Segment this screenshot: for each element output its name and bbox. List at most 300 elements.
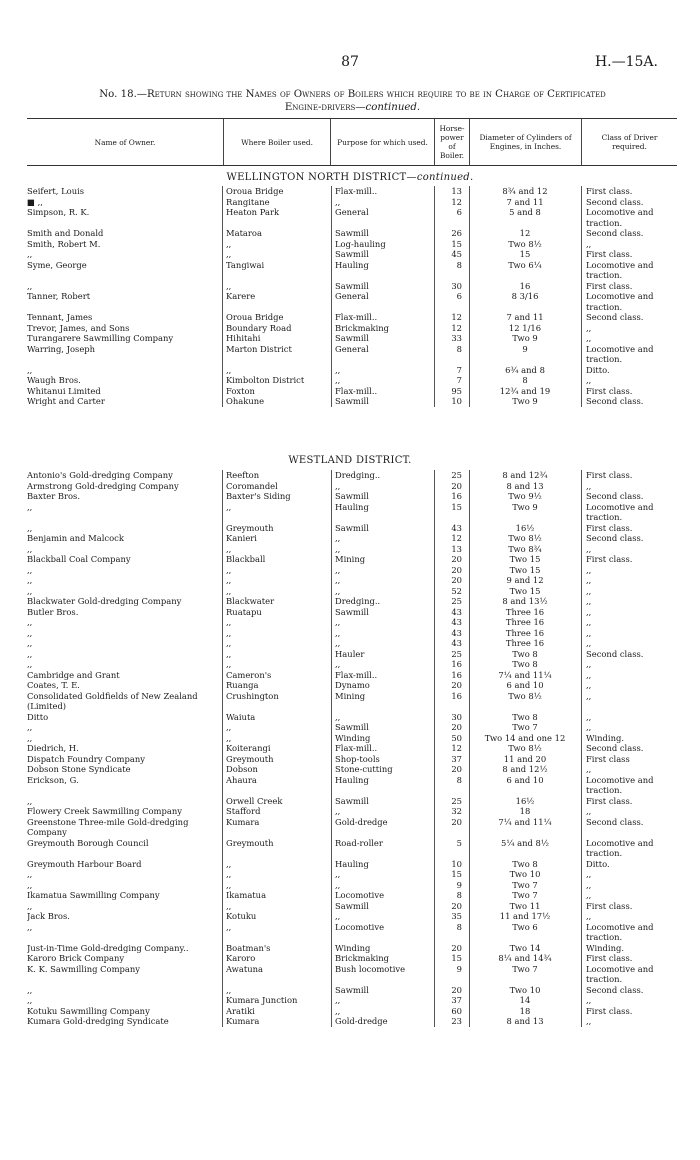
class-cell: ,, <box>586 764 592 774</box>
purpose-cell: Sawmill <box>335 491 369 501</box>
horsepower-cell: 45 <box>451 249 462 259</box>
where-cell: Kotuku <box>226 911 257 921</box>
class-cell: traction. <box>586 354 623 364</box>
table-row <box>0 859 700 870</box>
purpose-cell: General <box>335 291 369 301</box>
class-cell: Second class. <box>586 648 644 659</box>
owner-cell: ,, <box>27 984 33 995</box>
diameter-cell: 11 and 17½ <box>499 911 551 921</box>
owner-cell: Cambridge and Grant <box>27 669 120 680</box>
class-cell: First class. <box>586 795 633 806</box>
where-cell: ,, <box>226 249 232 259</box>
horsepower-cell: 43 <box>451 617 462 627</box>
page-number: 87 <box>341 54 359 70</box>
where-cell: Boundary Road <box>226 322 292 333</box>
where-cell: ,, <box>226 732 232 743</box>
class-cell: First class. <box>586 280 633 291</box>
horsepower-cell: 12 <box>451 312 462 322</box>
table-row <box>0 502 700 513</box>
class-cell: traction. <box>586 932 623 942</box>
class-cell: ,, <box>586 659 592 669</box>
class-cell: First class. <box>586 953 633 963</box>
where-cell: Crushington <box>226 690 279 701</box>
owner-cell: ,, <box>27 879 33 890</box>
diameter-cell: 8 and 13 <box>506 1016 544 1026</box>
diameter-cell: Two 9 <box>512 333 538 343</box>
horsepower-cell: 5 <box>456 837 462 848</box>
owner-cell: ,, <box>27 921 33 932</box>
owner-cell: ,, <box>27 617 33 627</box>
purpose-cell: Mining <box>335 554 366 564</box>
horsepower-cell: 16 <box>451 659 462 669</box>
where-cell: ,, <box>226 984 232 995</box>
class-cell: Locomotive and <box>586 501 654 512</box>
class-cell: Ditto. <box>586 364 610 375</box>
table-row <box>0 764 700 775</box>
purpose-cell: ,, <box>335 585 341 596</box>
horsepower-cell: 16 <box>451 491 462 501</box>
owner-cell: ,, <box>27 648 33 659</box>
class-cell: ,, <box>586 596 592 606</box>
horsepower-cell: 37 <box>451 753 462 764</box>
table-row <box>0 575 700 586</box>
class-cell: Second class. <box>586 816 644 827</box>
purpose-cell: Locomotive <box>335 890 385 900</box>
diameter-cell: 5 and 8 <box>509 207 541 217</box>
westland-rows <box>0 470 700 1027</box>
table-row <box>0 565 700 576</box>
class-cell: ,, <box>586 690 592 701</box>
document-reference: H.—15A. <box>594 54 658 70</box>
table-row <box>0 691 700 702</box>
class-cell: ,, <box>586 638 592 648</box>
owner-cell: Blackwater Gold-dredging Company <box>27 596 182 606</box>
owner-cell: Jack Bros. <box>27 911 70 921</box>
table-row <box>0 312 700 323</box>
owner-cell: Coates, T. E. <box>27 680 80 690</box>
owner-cell: ,, <box>27 869 33 879</box>
where-cell: Karoro <box>226 953 256 963</box>
diameter-cell: 8¼ and 14¾ <box>498 953 552 963</box>
purpose-cell: Sawmill <box>335 795 369 806</box>
where-cell: Awatuna <box>226 963 263 974</box>
col-header-owner: Name of Owner. <box>94 137 156 147</box>
horsepower-cell: 13 <box>451 543 462 554</box>
table-row <box>0 523 700 534</box>
owner-cell: Consolidated Goldfields of New Zealand <box>27 690 198 701</box>
owner-cell: ,, <box>27 638 33 648</box>
table-title <box>30 88 675 114</box>
where-cell: Ruatapu <box>226 606 262 617</box>
table-row <box>0 932 700 943</box>
purpose-cell: ,, <box>335 995 341 1005</box>
purpose-cell: ,, <box>335 869 341 879</box>
class-cell: ,, <box>586 375 592 385</box>
purpose-cell: Brickmaking <box>335 322 390 333</box>
purpose-cell: Hauling <box>335 259 369 270</box>
where-cell: Mataroa <box>226 228 262 238</box>
where-cell: Kanieri <box>226 533 257 543</box>
class-cell: Second class. <box>586 396 644 406</box>
horsepower-cell: 8 <box>456 259 462 270</box>
diameter-cell: Two 8½ <box>508 533 542 543</box>
where-cell: ,, <box>226 900 232 911</box>
district-continued: —continued. <box>406 172 474 183</box>
owner-cell: Greymouth Harbour Board <box>27 858 142 869</box>
diameter-cell: 7 and 11 <box>506 196 544 207</box>
horsepower-cell: 30 <box>451 280 462 291</box>
owner-cell: Tennant, James <box>27 312 93 322</box>
horsepower-cell: 52 <box>451 585 462 596</box>
diameter-cell: Two 7 <box>512 890 538 900</box>
class-cell: ,, <box>586 722 592 732</box>
where-cell: ,, <box>226 858 232 869</box>
owner-cell: ,, <box>27 280 33 291</box>
where-cell: Waiuta <box>226 711 256 722</box>
diameter-cell: Two 10 <box>509 869 541 879</box>
horsepower-cell: 20 <box>451 564 462 575</box>
horsepower-cell: 60 <box>451 1005 462 1016</box>
table-row <box>0 607 700 618</box>
owner-cell: Trevor, James, and Sons <box>27 322 130 333</box>
column-rule <box>581 470 582 1027</box>
owner-cell: ,, <box>27 501 33 512</box>
col-header-hp: Horse-power of Boiler. <box>434 119 469 165</box>
where-cell: Ahaura <box>226 774 257 785</box>
owner-cell: ■ ,, <box>27 196 43 207</box>
horsepower-cell: 35 <box>451 911 462 921</box>
purpose-cell: Sawmill <box>335 396 369 406</box>
diameter-cell: 15 <box>519 249 531 259</box>
where-cell: Baxter's Siding <box>226 491 291 501</box>
district-title-westland <box>0 455 700 466</box>
diameter-cell: Three 16 <box>505 606 545 617</box>
table-row <box>0 701 700 712</box>
where-cell: Foxton <box>226 385 255 396</box>
table-row <box>0 985 700 996</box>
column-rule <box>434 470 435 1027</box>
purpose-cell: Log-hauling <box>335 238 386 249</box>
horsepower-cell: 20 <box>451 764 462 774</box>
where-cell: Tangiwai <box>226 259 265 270</box>
owner-cell: Seifert, Louis <box>27 186 85 196</box>
owner-cell: Warring, Joseph <box>27 343 96 354</box>
class-cell: First class. <box>586 385 633 396</box>
owner-cell: ,, <box>27 732 33 743</box>
purpose-cell: ,, <box>335 711 341 722</box>
purpose-cell: Brickmaking <box>335 953 390 963</box>
class-cell: Ditto. <box>586 858 610 869</box>
title-continued: —continued. <box>355 102 421 113</box>
class-cell: traction. <box>586 785 623 795</box>
purpose-cell: ,, <box>335 806 341 816</box>
table-row <box>0 1006 700 1017</box>
where-cell: Stafford <box>226 806 261 816</box>
table-row <box>0 628 700 639</box>
table-row <box>0 712 700 723</box>
table-row <box>0 617 700 628</box>
district-title-wellington <box>0 172 700 183</box>
owner-cell: ,, <box>27 522 33 533</box>
where-cell: Rangitane <box>226 196 270 207</box>
table-row <box>0 491 700 502</box>
horsepower-cell: 20 <box>451 900 462 911</box>
owner-cell: ,, <box>27 900 33 911</box>
purpose-cell: Gold-dredge <box>335 816 388 827</box>
where-cell: ,, <box>226 617 232 627</box>
where-cell: Oroua Bridge <box>226 186 284 196</box>
diameter-cell: 8 3/16 <box>511 291 539 301</box>
purpose-cell: ,, <box>335 638 341 648</box>
purpose-cell: Mining <box>335 690 366 701</box>
where-cell: ,, <box>226 648 232 659</box>
owner-cell: ,, <box>27 722 33 732</box>
where-cell: Kumara Junction <box>226 995 298 1005</box>
where-cell: Karere <box>226 291 256 301</box>
class-cell: Second class. <box>586 743 644 753</box>
horsepower-cell: 32 <box>451 806 462 816</box>
diameter-cell: 8 and 12¾ <box>502 470 548 480</box>
table-row <box>0 386 700 397</box>
class-cell: ,, <box>586 806 592 816</box>
class-cell: Second class. <box>586 312 644 322</box>
purpose-cell: Road-roller <box>335 837 383 848</box>
diameter-cell: 8 <box>522 375 528 385</box>
horsepower-cell: 8 <box>456 774 462 785</box>
table-row <box>0 911 700 922</box>
purpose-cell: ,, <box>335 196 341 207</box>
horsepower-cell: 25 <box>451 795 462 806</box>
table-row <box>0 596 700 607</box>
table-row <box>0 375 700 386</box>
purpose-cell: ,, <box>335 575 341 585</box>
class-cell: Winding. <box>586 942 624 953</box>
purpose-cell: Sawmill <box>335 333 369 343</box>
horsepower-cell: 10 <box>451 396 462 406</box>
horsepower-cell: 8 <box>456 890 462 900</box>
table-row <box>0 354 700 365</box>
horsepower-cell: 20 <box>451 575 462 585</box>
title-line-2: Engine-drivers <box>284 102 356 113</box>
purpose-cell: Dynamo <box>335 680 370 690</box>
owner-cell: Simpson, R. K. <box>27 207 90 217</box>
table-row <box>0 281 700 292</box>
class-cell: First class. <box>586 186 633 196</box>
owner-cell: ,, <box>27 659 33 669</box>
where-cell: Kumara <box>226 816 260 827</box>
table-row <box>0 848 700 859</box>
diameter-cell: 9 and 12 <box>506 575 544 585</box>
class-cell: Locomotive and <box>586 837 654 848</box>
class-cell: ,, <box>586 606 592 617</box>
diameter-cell: Two 8½ <box>508 743 542 753</box>
table-row <box>0 218 700 229</box>
owner-cell: ,, <box>27 585 33 596</box>
owner-cell: Greenstone Three-mile Gold-dredging <box>27 816 189 827</box>
where-cell: ,, <box>226 564 232 575</box>
diameter-cell: Two 9 <box>512 501 538 512</box>
horsepower-cell: 12 <box>451 743 462 753</box>
class-cell: Locomotive and <box>586 963 654 974</box>
class-cell: ,, <box>586 995 592 1005</box>
table-row <box>0 754 700 765</box>
diameter-cell: Two 15 <box>509 585 541 596</box>
table-row <box>0 890 700 901</box>
owner-cell: Waugh Bros. <box>27 375 81 385</box>
purpose-cell: Sawmill <box>335 722 369 732</box>
table-row <box>0 670 700 681</box>
class-cell: ,, <box>586 585 592 596</box>
diameter-cell: 9 <box>522 343 528 354</box>
horsepower-cell: 10 <box>451 858 462 869</box>
owner-cell: Dispatch Foundry Company <box>27 753 145 764</box>
class-cell: Locomotive and <box>586 207 654 217</box>
table-row <box>0 239 700 250</box>
title-prefix: No. 18.— <box>99 89 147 100</box>
where-cell: Blackball <box>226 554 266 564</box>
diameter-cell: Two 8 <box>512 659 538 669</box>
col-header-purpose: Purpose for which used. <box>330 119 434 165</box>
horsepower-cell: 50 <box>451 732 462 743</box>
purpose-cell: ,, <box>335 543 341 554</box>
table-row <box>0 470 700 481</box>
owner-cell: ,, <box>27 564 33 575</box>
horsepower-cell: 25 <box>451 648 462 659</box>
purpose-cell: Hauling <box>335 501 369 512</box>
purpose-cell: Sawmill <box>335 249 369 259</box>
owner-cell: Butler Bros. <box>27 606 79 617</box>
where-cell: ,, <box>226 879 232 890</box>
purpose-cell: Sawmill <box>335 606 369 617</box>
class-cell: Locomotive and <box>586 291 654 301</box>
purpose-cell: Dredging.. <box>335 470 381 480</box>
purpose-cell: Hauling <box>335 858 369 869</box>
horsepower-cell: 12 <box>451 322 462 333</box>
owner-cell: Turangarere Sawmilling Company <box>27 333 174 343</box>
horsepower-cell: 20 <box>451 942 462 953</box>
table-row <box>0 785 700 796</box>
owner-cell: Kotuku Sawmilling Company <box>27 1005 150 1016</box>
class-cell: Second class. <box>586 984 644 995</box>
horsepower-cell: 16 <box>451 669 462 680</box>
column-rule <box>469 470 470 1027</box>
class-cell: ,, <box>586 564 592 575</box>
owner-cell: Whitanui Limited <box>27 385 101 396</box>
owner-cell: K. K. Sawmilling Company <box>27 963 141 974</box>
horsepower-cell: 33 <box>451 333 462 343</box>
diameter-cell: Two 8½ <box>508 238 542 249</box>
horsepower-cell: 9 <box>456 879 462 890</box>
horsepower-cell: 9 <box>456 963 462 974</box>
table-row <box>0 228 700 239</box>
owner-cell: ,, <box>27 575 33 585</box>
column-rule <box>331 470 332 1027</box>
purpose-cell: ,, <box>335 617 341 627</box>
column-rule <box>581 186 582 407</box>
horsepower-cell: 13 <box>451 186 462 196</box>
class-cell: First class. <box>586 522 633 533</box>
purpose-cell: Sawmill <box>335 984 369 995</box>
col-header-class: Class of Driver required. <box>581 119 677 165</box>
class-cell: First class. <box>586 900 633 911</box>
owner-cell: Blackball Coal Company <box>27 554 131 564</box>
purpose-cell: Flax-mill.. <box>335 312 378 322</box>
class-cell: ,, <box>586 627 592 638</box>
purpose-cell: Bush locomotive <box>335 963 406 974</box>
where-cell: ,, <box>226 869 232 879</box>
purpose-cell: General <box>335 343 369 354</box>
diameter-cell: Two 9 <box>512 396 538 406</box>
owner-cell: ,, <box>27 627 33 638</box>
where-cell: ,, <box>226 575 232 585</box>
class-cell: ,, <box>586 869 592 879</box>
where-cell: Aratiki <box>226 1005 255 1016</box>
horsepower-cell: 7 <box>456 364 462 375</box>
class-cell: ,, <box>586 711 592 722</box>
class-cell: First class. <box>586 470 633 480</box>
diameter-cell: Two 7 <box>512 722 538 732</box>
where-cell: Ohakune <box>226 396 265 406</box>
class-cell: ,, <box>586 543 592 554</box>
owner-cell: Greymouth Borough Council <box>27 837 149 848</box>
diameter-cell: Two 8½ <box>508 690 542 701</box>
class-cell: ,, <box>586 680 592 690</box>
class-cell: ,, <box>586 911 592 921</box>
class-cell: ,, <box>586 238 592 249</box>
class-cell: Second class. <box>586 228 644 238</box>
table-row <box>0 544 700 555</box>
diameter-cell: Two 7 <box>512 879 538 890</box>
table-row <box>0 922 700 933</box>
diameter-cell: Two 7 <box>512 963 538 974</box>
diameter-cell: 6 and 10 <box>506 774 544 785</box>
class-cell: First class. <box>586 554 633 564</box>
where-cell: Orwell Creek <box>226 795 283 806</box>
diameter-cell: Two 14 and one 12 <box>484 732 566 743</box>
diameter-cell: 7 and 11 <box>506 312 544 322</box>
horsepower-cell: 16 <box>451 690 462 701</box>
table-row <box>0 302 700 313</box>
owner-cell: Smith and Donald <box>27 228 104 238</box>
purpose-cell: ,, <box>335 627 341 638</box>
table-row <box>0 323 700 334</box>
horsepower-cell: 43 <box>451 638 462 648</box>
horsepower-cell: 43 <box>451 522 462 533</box>
class-cell: ,, <box>586 669 592 680</box>
diameter-cell: Two 10 <box>509 984 541 995</box>
where-cell: Dobson <box>226 764 258 774</box>
title-line-1: Return showing the Names of Owners of Boilers which require to be in Charge of Certificated <box>147 89 606 100</box>
diameter-cell: 14 <box>519 995 531 1005</box>
owner-cell: Erickson, G. <box>27 774 79 785</box>
horsepower-cell: 12 <box>451 196 462 207</box>
diameter-cell: Three 16 <box>505 638 545 648</box>
class-cell: ,, <box>586 575 592 585</box>
table-row <box>0 396 700 407</box>
horsepower-cell: 20 <box>451 480 462 491</box>
horsepower-cell: 6 <box>456 207 462 217</box>
owner-cell: Baxter Bros. <box>27 491 81 501</box>
diameter-cell: 6¾ and 8 <box>505 364 545 375</box>
class-cell: First class <box>586 753 630 764</box>
table-row <box>0 512 700 523</box>
owner-cell: Company <box>27 827 67 837</box>
where-cell: ,, <box>226 585 232 596</box>
horsepower-cell: 26 <box>451 228 462 238</box>
table-row <box>0 249 700 260</box>
class-cell: Locomotive and <box>586 343 654 354</box>
diameter-cell: 7¼ and 11¼ <box>498 816 552 827</box>
